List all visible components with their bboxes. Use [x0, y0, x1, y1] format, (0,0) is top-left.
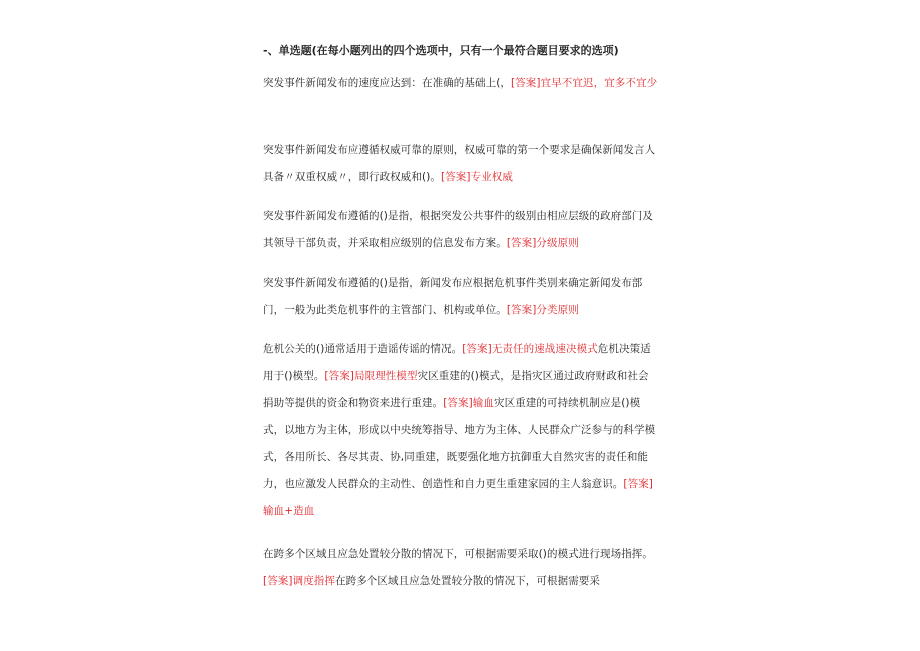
answer-text: [答案]局限理性模型 — [324, 370, 418, 382]
answer-text: [答案]输血+造血 — [263, 478, 653, 517]
answer-text: [答案]分级原则 — [506, 237, 579, 249]
answer-text: [答案]专业权威 — [441, 171, 513, 183]
question-item — [263, 270, 659, 324]
question-text: 突发事件新闻发布应遵循权威可靠的原则，权威可靠的第一个要求是确保新闻发言人具备〃双重权威〃，即行政权威和()。 — [263, 144, 656, 183]
question-text: 突发事件新闻发布的速度应达到：在准确的基础上(， — [263, 77, 511, 89]
question-item — [263, 541, 659, 595]
question-text: 在跨多个区域且应急处置较分散的情况下，可根据需要采 — [335, 575, 600, 587]
answer-text: [答案]分类原则 — [506, 304, 579, 316]
section-heading: -、单选题(在每小题列出的四个选项中，只有一个最符合题目要求的选项) — [263, 44, 619, 57]
question-text: 突发事件新闻发布遵循的()是指，新闻发布应根据危机事件类别来确定新闻发布部门，一般为此类危机事件的主管部门、机构或单位。 — [263, 277, 643, 316]
answer-text: [答案]输血 — [443, 397, 494, 409]
question-item — [263, 137, 659, 191]
question-text: 灾区重建的可持续机制应是()模式，以地方为主体，形成以中央统筹指导、地方为主体、人民群众广泛参与的科学模式，各用所长、各尽其责、协,同重建，既要强化地方抗御重大自然灾害的责任和能力，也应激发人民群众的主动性、创造性和自力更生重建家园的主人翁意识。 — [263, 397, 656, 490]
question-text: 危机决策适用于()模型。 — [263, 343, 651, 382]
question-text: 在跨多个区域且应急处置较分散的情况下，可根据需要采取()的模式进行现场指挥。 — [263, 548, 653, 560]
question-text: 危机公关的()通常适用于造谣传谣的情况。 — [263, 343, 463, 355]
question-text: 突发事件新闻发布遵循的()是指，根据突发公共事件的级别由相应层级的政府部门及其领导干部负责，并采取相应级别的信息发布方案。 — [263, 210, 653, 249]
answer-text: [答案]宜早不宜迟，宜多不宜少 — [511, 77, 658, 89]
question-item — [263, 70, 659, 97]
question-text: 灾区重建的()模式，是指灾区通过政府财政和社会捐助等提供的资金和物资来进行重建。 — [263, 370, 649, 409]
answer-text: [答案]无责任的速战速决模式 — [462, 343, 598, 355]
question-item — [263, 336, 659, 525]
question-item — [263, 203, 659, 257]
answer-text: [答案]调度指挥 — [263, 575, 335, 587]
